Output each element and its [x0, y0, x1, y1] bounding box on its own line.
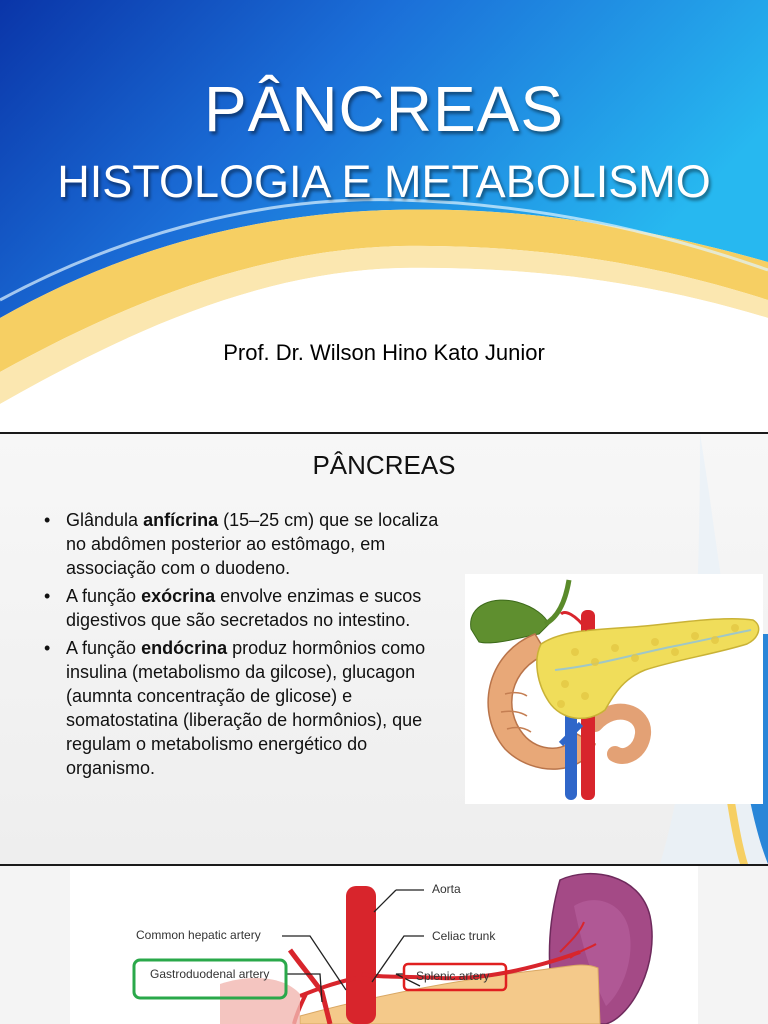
bullet-bold-term: exócrina	[141, 586, 216, 606]
bullet-item	[42, 636, 452, 780]
label-splenic-artery: Splenic artery	[416, 969, 490, 983]
bullet-text: A função	[66, 586, 142, 606]
bullet-list	[42, 508, 452, 784]
bullet-text: produz hormônios como insulina (metabolismo da gilcose), glucagon (aumnta concentração de glicose) e somatostatina (liberação de hormônios), que regulam o metabolismo energético do organismo.	[66, 638, 426, 778]
label-gastroduodenal-artery: Gastroduodenal artery	[150, 967, 270, 981]
label-celiac-trunk: Celiac trunk	[432, 929, 496, 943]
bullet-bold-term: anfícrina	[143, 510, 219, 530]
title-slide	[0, 0, 768, 432]
content-slide	[0, 434, 768, 864]
artery-diagram-slide	[0, 866, 768, 1024]
slide-heading: PÂNCREAS	[312, 450, 456, 480]
label-aorta: Aorta	[432, 882, 461, 896]
bullet-text: (15–25 cm) que se localiza no abdômen posterior ao estômago, em associação com o duodeno.	[66, 510, 439, 578]
pancreas-illustration	[465, 574, 763, 804]
pancreas-anatomy-figure	[465, 574, 763, 804]
bullet-item	[42, 584, 452, 632]
bullet-bold-term: endócrina	[141, 638, 228, 658]
bullet-text: envolve enzimas e sucos digestivos que são secretados no intestino.	[66, 586, 422, 630]
slide-title: PÂNCREAS	[203, 73, 565, 145]
bullet-item	[42, 508, 452, 580]
bullet-text: A função	[66, 638, 142, 658]
artery-diagram	[0, 866, 768, 1024]
title-slide-background	[0, 0, 768, 432]
bullet-text: Glândula	[66, 510, 144, 530]
label-common-hepatic-artery: Common hepatic artery	[136, 928, 261, 942]
author-name: Prof. Dr. Wilson Hino Kato Junior	[223, 340, 545, 365]
slide-subtitle: HISTOLOGIA E METABOLISMO	[57, 156, 711, 207]
